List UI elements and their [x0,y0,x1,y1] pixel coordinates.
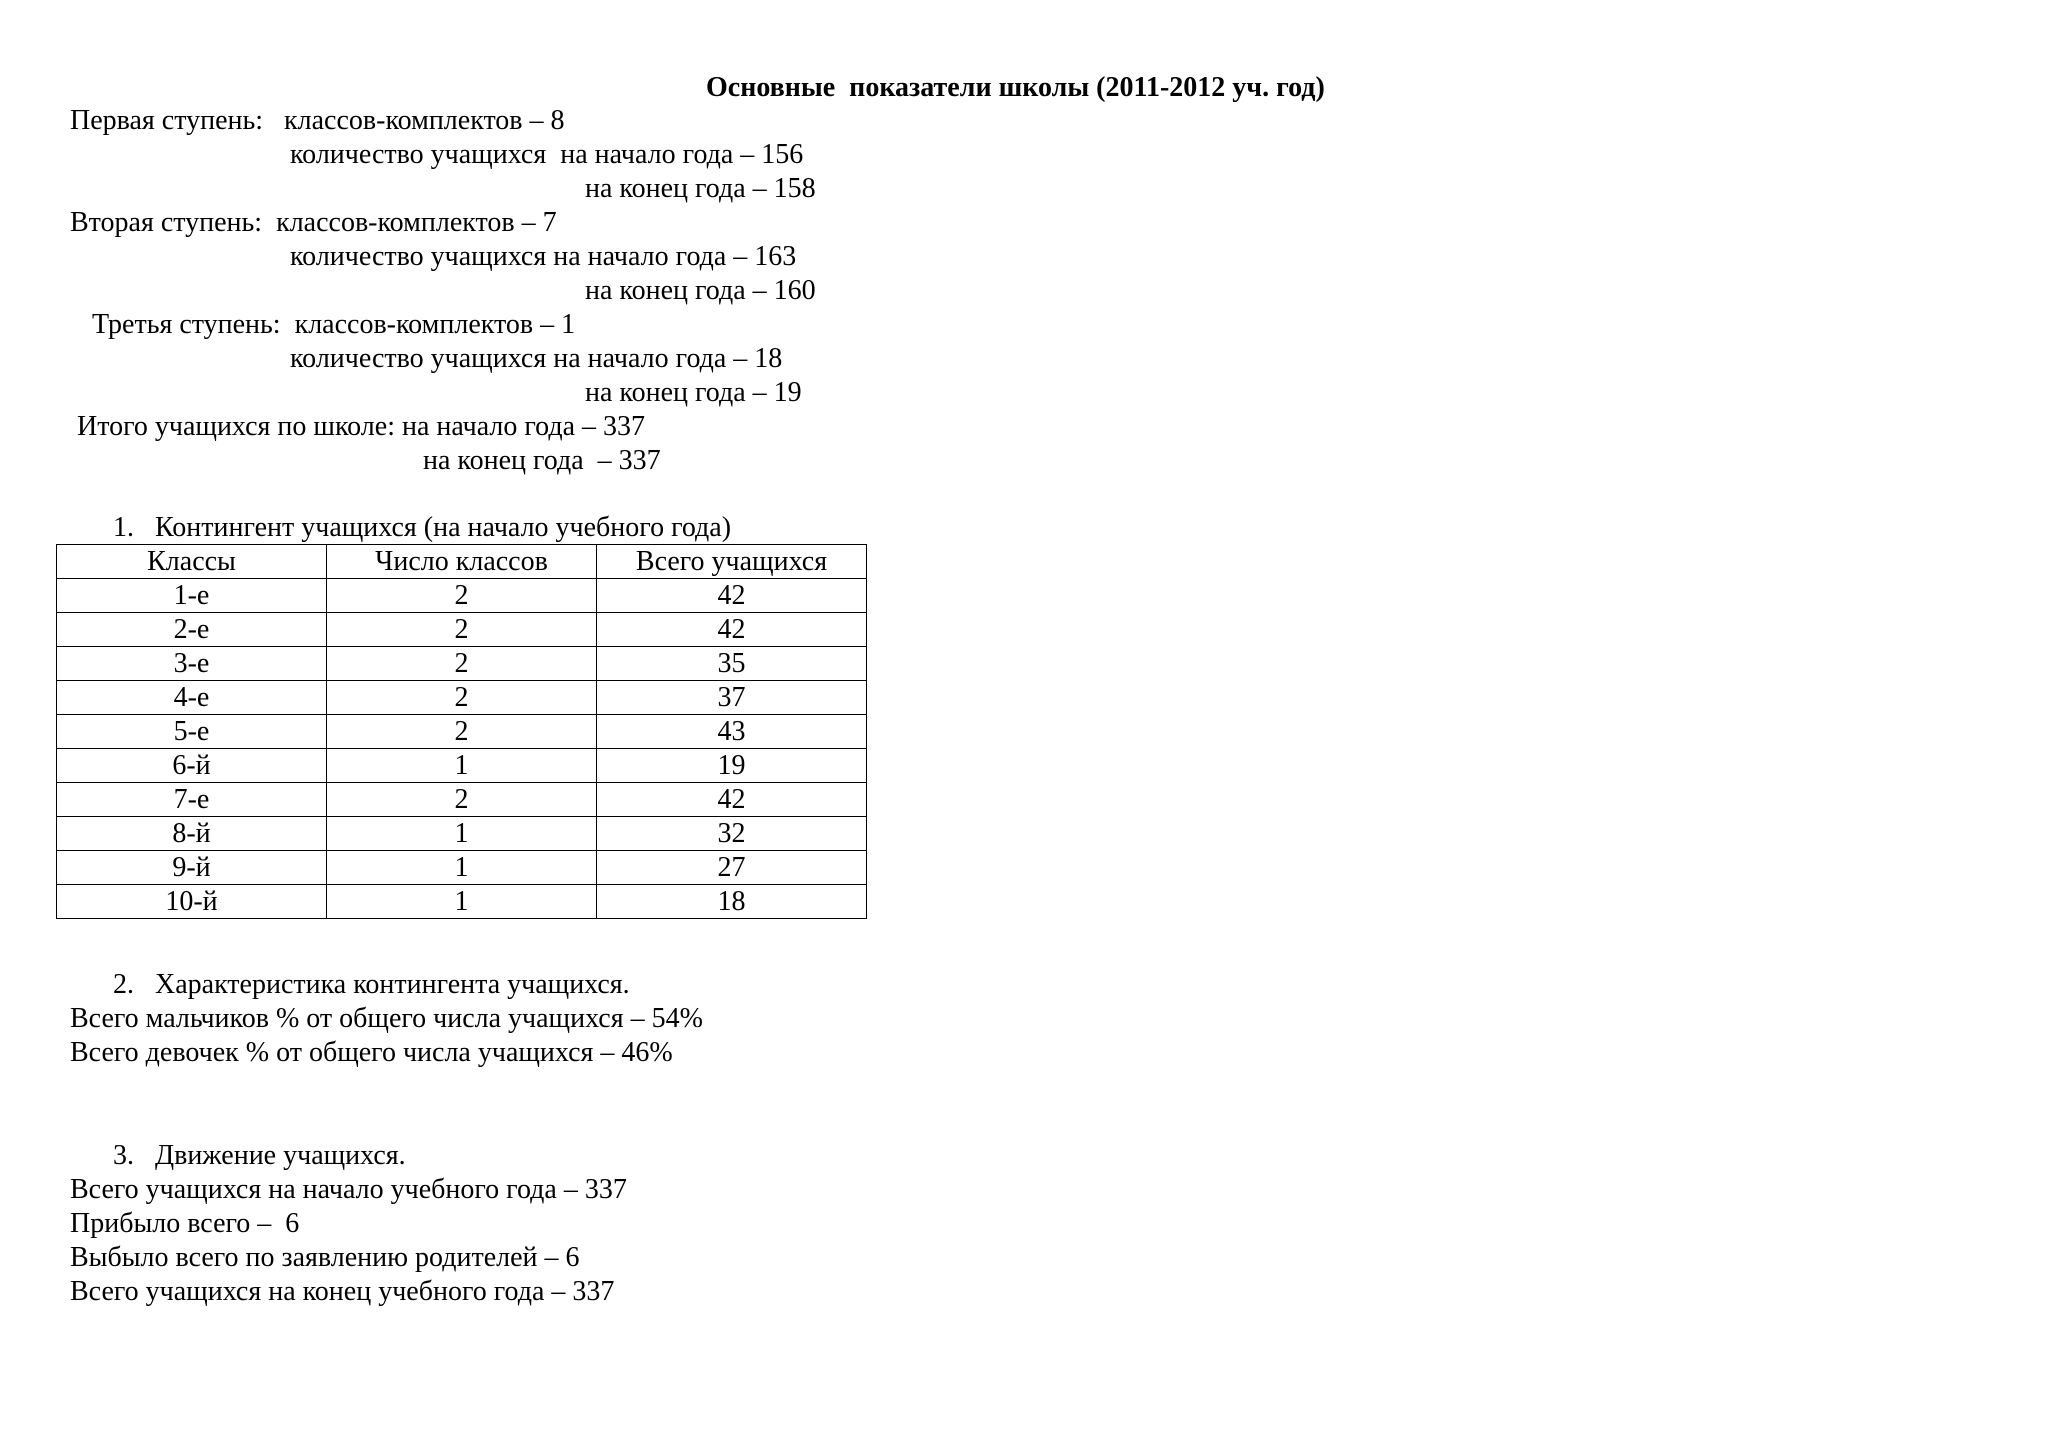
girls-percentage: Всего девочек % от общего числа учащихся – 46% [70,1037,673,1068]
header-class-count: Число классов [327,545,597,579]
table-row [57,851,867,885]
third-stage-classes: Третья ступень: классов-комплектов – 1 [92,309,576,340]
cell-count: 1 [327,817,597,851]
second-stage-classes: Вторая ступень: классов-комплектов – 7 [70,207,557,238]
total-students-start: Итого учащихся по школе: на начало года – 337 [77,411,646,442]
cell-count: 1 [327,885,597,919]
third-stage-students-end: на конец года – 19 [585,377,802,408]
table-row [57,817,867,851]
movement-start-total: Всего учащихся на начало учебного года – 337 [70,1174,627,1205]
movement-end-total: Всего учащихся на конец учебного года – 337 [70,1276,615,1307]
cell-count: 2 [327,715,597,749]
cell-class: 7-е [57,783,327,817]
cell-students: 35 [597,647,867,681]
cell-class: 10-й [57,885,327,919]
first-stage-students-start: количество учащихся на начало года – 156 [290,139,804,170]
cell-students: 27 [597,851,867,885]
third-stage-students-start: количество учащихся на начало года – 18 [290,343,783,374]
section3-heading: 3. Движение учащихся. [113,1140,406,1171]
table-row [57,681,867,715]
cell-class: 6-й [57,749,327,783]
document-title: Основные показатели школы (2011-2012 уч. год) [706,72,1325,103]
cell-count: 2 [327,613,597,647]
cell-count: 2 [327,579,597,613]
table-header-row [57,545,867,579]
cell-count: 2 [327,647,597,681]
cell-class: 2-е [57,613,327,647]
section1-heading: 1. Контингент учащихся (на начало учебного года) [113,512,732,543]
total-students-end: на конец года – 337 [423,445,661,476]
cell-count: 1 [327,749,597,783]
cell-count: 2 [327,681,597,715]
cell-class: 9-й [57,851,327,885]
cell-students: 19 [597,749,867,783]
first-stage-classes: Первая ступень: классов-комплектов – 8 [70,105,565,136]
table-row [57,885,867,919]
table-row [57,613,867,647]
cell-students: 32 [597,817,867,851]
cell-class: 4-е [57,681,327,715]
table-row [57,715,867,749]
cell-class: 8-й [57,817,327,851]
movement-arrived: Прибыло всего – 6 [70,1208,300,1239]
table-row [57,579,867,613]
first-stage-students-end: на конец года – 158 [585,173,816,204]
cell-class: 1-е [57,579,327,613]
cell-count: 2 [327,783,597,817]
movement-left: Выбыло всего по заявлению родителей – 6 [70,1242,580,1273]
cell-students: 42 [597,579,867,613]
boys-percentage: Всего мальчиков % от общего числа учащихся – 54% [70,1003,703,1034]
section2-heading: 2. Характеристика контингента учащихся. [113,969,630,1000]
cell-count: 1 [327,851,597,885]
cell-students: 42 [597,613,867,647]
cell-class: 3-е [57,647,327,681]
cell-class: 5-е [57,715,327,749]
cell-students: 43 [597,715,867,749]
header-classes: Классы [57,545,327,579]
second-stage-students-start: количество учащихся на начало года – 163 [290,241,797,272]
second-stage-students-end: на конец года – 160 [585,275,816,306]
cell-students: 37 [597,681,867,715]
contingent-table [56,544,867,919]
cell-students: 18 [597,885,867,919]
header-total-students: Всего учащихся [597,545,867,579]
table-row [57,749,867,783]
table-row [57,647,867,681]
cell-students: 42 [597,783,867,817]
table-row [57,783,867,817]
